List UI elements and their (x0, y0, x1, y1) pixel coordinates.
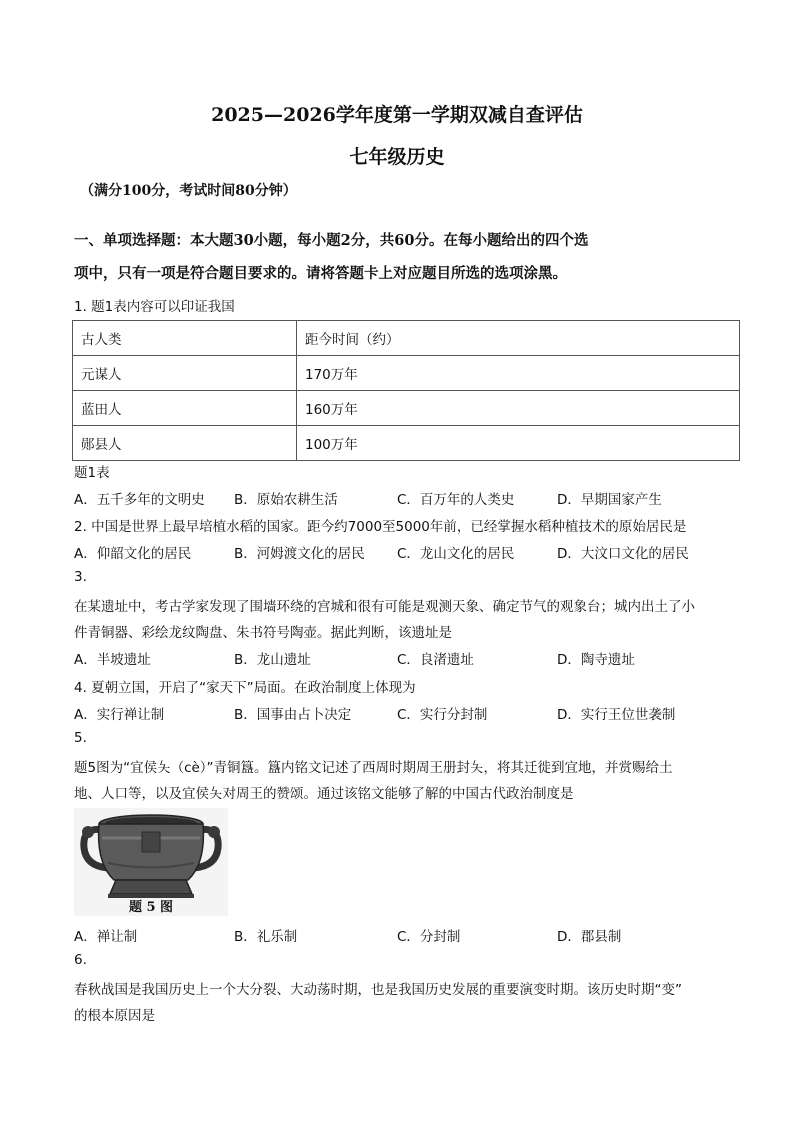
q5-number: 5. (74, 730, 87, 746)
table-header-cell: 古人类 (73, 321, 297, 356)
option-c[interactable]: C．龙山文化的居民 (397, 546, 515, 562)
q1-stem: 1. 题1表内容可以印证我国 (74, 299, 235, 315)
option-b[interactable]: B．国事由占卜决定 (234, 707, 352, 723)
option-c[interactable]: C．良渚遗址 (397, 652, 474, 668)
table-cell: 郧县人 (73, 426, 297, 461)
option-d[interactable]: D．郡县制 (557, 929, 622, 945)
option-b[interactable]: B．礼乐制 (234, 929, 298, 945)
table-header-cell: 距今时间（约） (297, 321, 740, 356)
q5-stem-line-1: 题5图为“宜侯夨（cè）”青铜簋。簋内铭文记述了西周时期周王册封夨，将其迁徙到宜地，并赏赐给土 (74, 760, 673, 776)
table-cell: 170万年 (297, 356, 740, 391)
table-cell: 元谋人 (73, 356, 297, 391)
option-d[interactable]: D．早期国家产生 (557, 492, 662, 508)
exam-note: （满分100分，考试时间80分钟） (80, 183, 297, 199)
section-heading-line-1: 一、单项选择题：本大题30小题，每小题2分，共60分。在每小题给出的四个选 (74, 232, 589, 249)
option-a[interactable]: A．仰韶文化的居民 (74, 546, 192, 562)
q3-options (0, 648, 794, 668)
q2-options (0, 542, 794, 562)
page-title: 2025—2026学年度第一学期双减自查评估 (211, 104, 583, 126)
q1-table-caption: 题1表 (74, 465, 110, 481)
option-d[interactable]: D．陶寺遗址 (557, 652, 635, 668)
q6-stem-line-1: 春秋战国是我国历史上一个大分裂、大动荡时期，也是我国历史发展的重要演变时期。该历史时期“变” (74, 982, 682, 998)
q3-stem-line-1: 在某遗址中，考古学家发现了围墙环绕的宫城和很有可能是观测天象、确定节气的观象台；城内出土了小 (74, 599, 695, 615)
option-a[interactable]: A．半坡遗址 (74, 652, 151, 668)
table-cell: 160万年 (297, 391, 740, 426)
option-a[interactable]: A．实行禅让制 (74, 707, 165, 723)
q1-options (0, 488, 794, 508)
q4-options (0, 703, 794, 723)
table-row (73, 391, 740, 426)
q1-table (72, 320, 740, 461)
option-b[interactable]: B．原始农耕生活 (234, 492, 338, 508)
table-row (73, 426, 740, 461)
image-caption: 题 5 图 (128, 900, 174, 915)
option-d[interactable]: D．大汶口文化的居民 (557, 546, 689, 562)
q3-stem-line-2: 件青铜器、彩绘龙纹陶盘、朱书符号陶壶。据此判断，该遗址是 (74, 625, 452, 641)
option-c[interactable]: C．实行分封制 (397, 707, 488, 723)
table-cell: 100万年 (297, 426, 740, 461)
option-d[interactable]: D．实行王位世袭制 (557, 707, 676, 723)
option-c[interactable]: C．百万年的人类史 (397, 492, 515, 508)
page-subtitle: 七年级历史 (349, 146, 445, 168)
q5-stem-line-2: 地、人口等，以及宜侯夨对周王的赞颂。通过该铭文能够了解的中国古代政治制度是 (74, 786, 574, 802)
option-c[interactable]: C．分封制 (397, 929, 461, 945)
table-header-row (73, 321, 740, 356)
q2-stem: 2. 中国是世界上最早培植水稻的国家。距今约7000至5000年前，已经掌握水稻种植技术的原始居民是 (74, 519, 687, 535)
q6-number: 6. (74, 952, 87, 968)
q3-number: 3. (74, 569, 87, 585)
table-cell: 蓝田人 (73, 391, 297, 426)
table-row (73, 356, 740, 391)
q6-stem-line-2: 的根本原因是 (74, 1008, 155, 1024)
option-b[interactable]: B．河姆渡文化的居民 (234, 546, 365, 562)
q4-stem: 4. 夏朝立国，开启了“家天下”局面。在政治制度上体现为 (74, 680, 416, 696)
q5-options (0, 925, 794, 945)
option-a[interactable]: A．五千多年的文明史 (74, 492, 205, 508)
option-b[interactable]: B．龙山遗址 (234, 652, 311, 668)
section-heading-line-2: 项中，只有一项是符合题目要求的。请将答题卡上对应题目所选的选项涂黑。 (74, 265, 567, 282)
bronze-gui-image (74, 808, 228, 916)
option-a[interactable]: A．禅让制 (74, 929, 138, 945)
